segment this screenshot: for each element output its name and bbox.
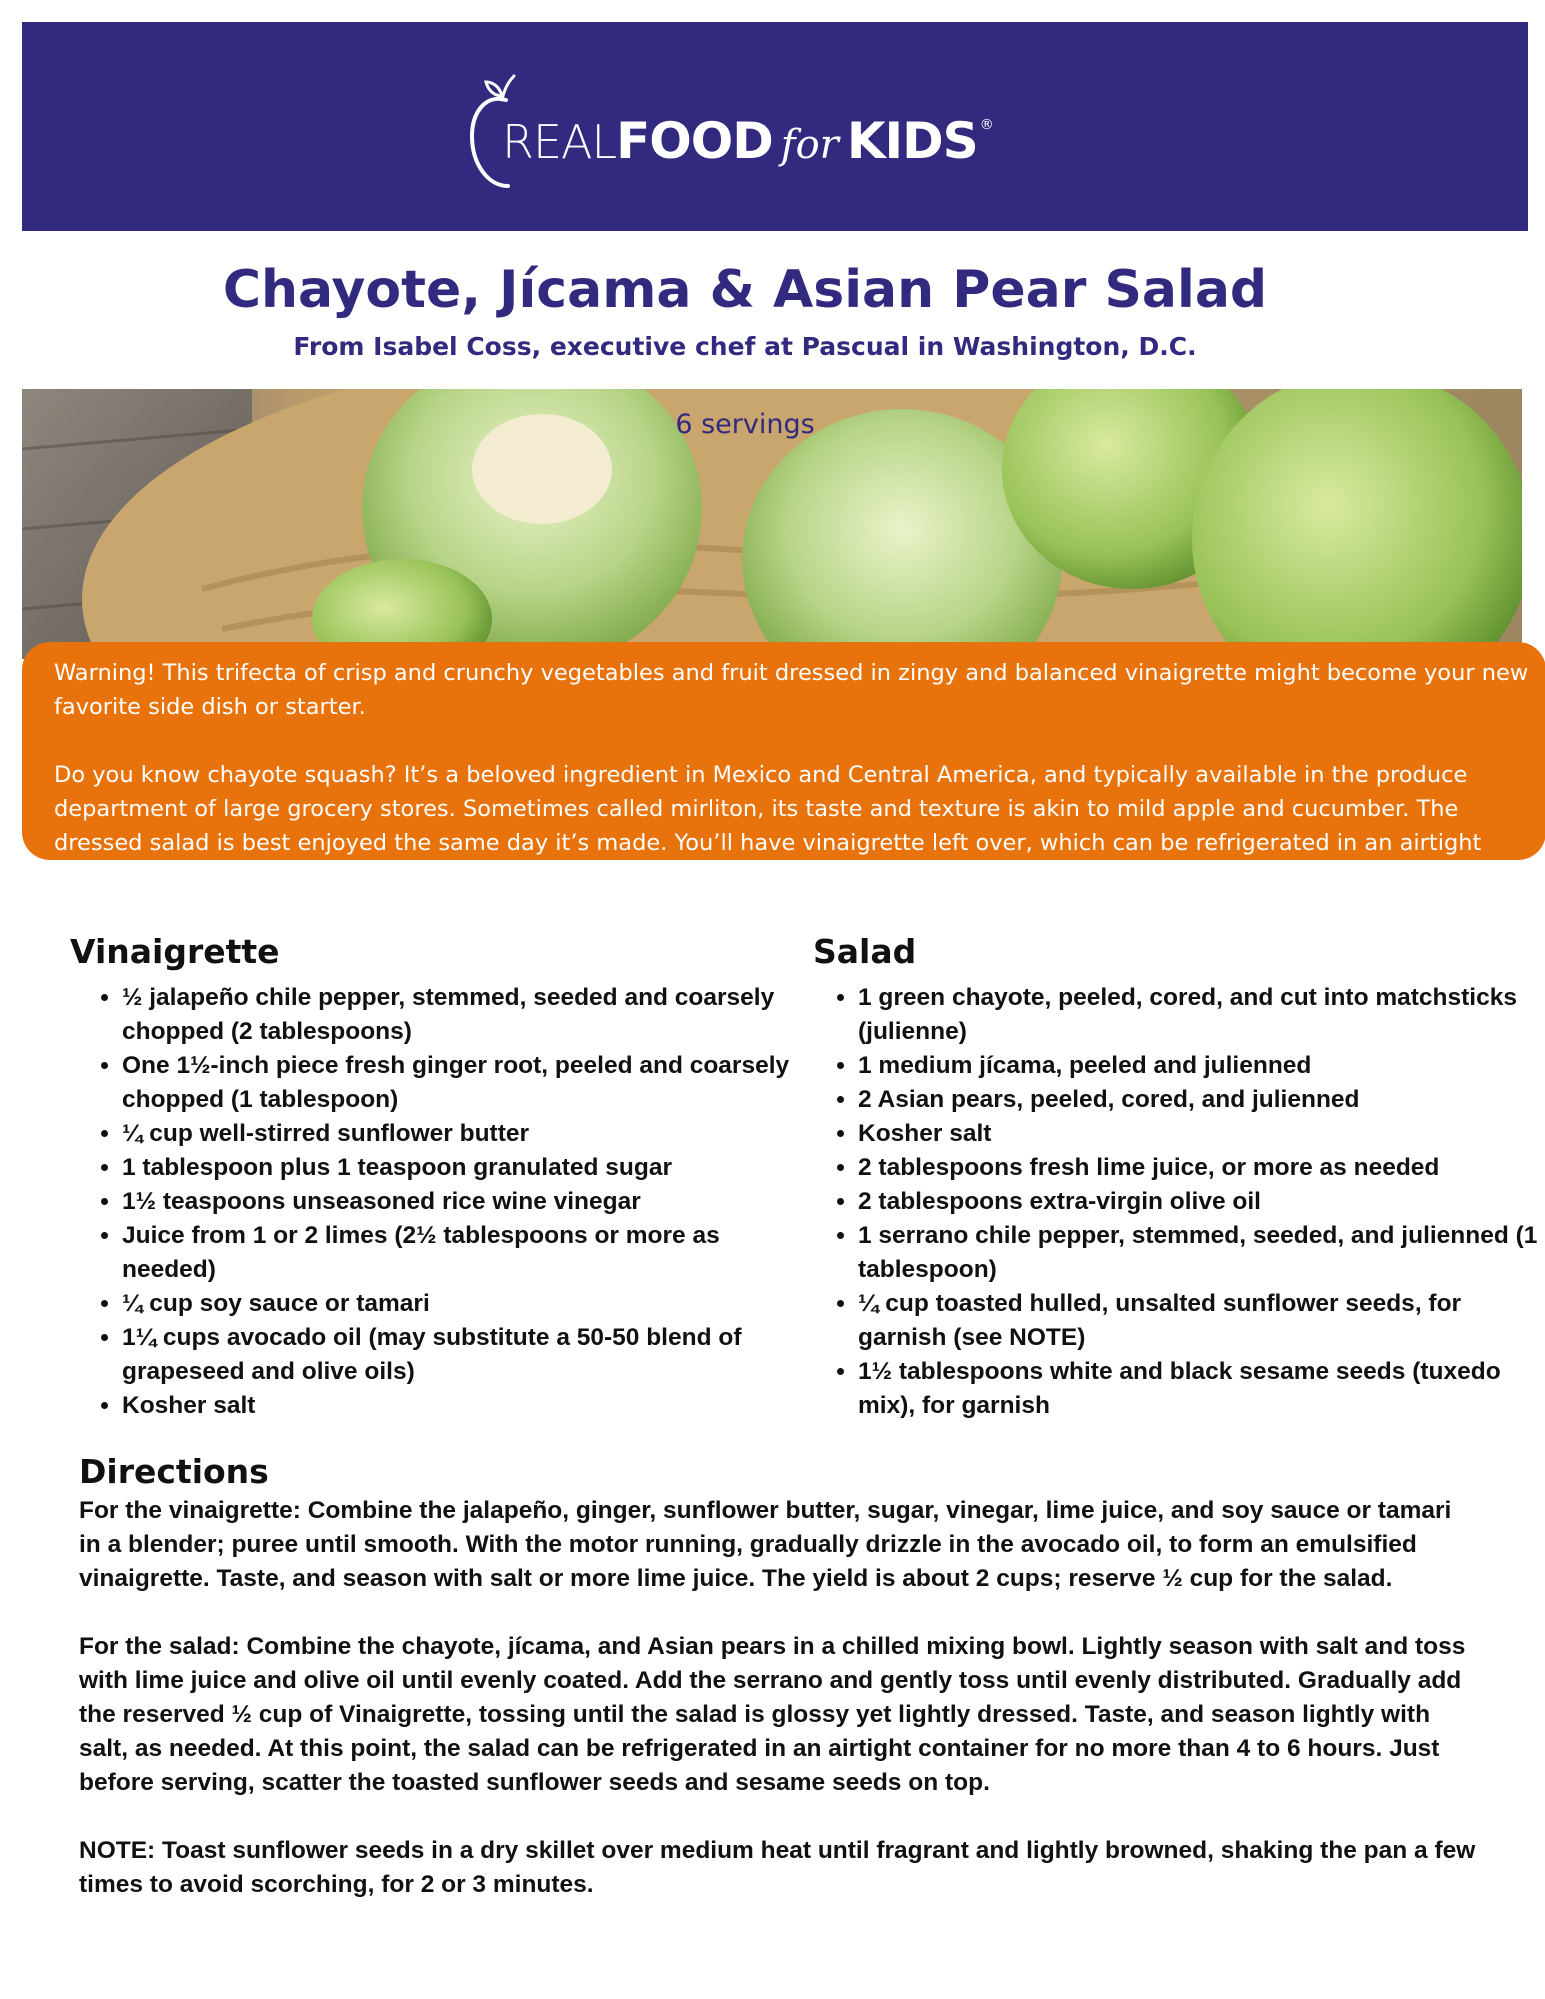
list-item: • Kosher salt [122,1389,802,1423]
list-item: • 1 green chayote, peeled, cored, and cut into matchsticks (julienne) [858,981,1538,1049]
list-item: • 2 tablespoons fresh lime juice, or more as needed [858,1151,1538,1185]
brand-for: for [780,122,839,168]
directions-heading: Directions [79,1452,269,1491]
list-item: • Juice from 1 or 2 limes (2½ tablespoons or more as needed) [122,1219,802,1287]
list-item: • 1 tablespoon plus 1 teaspoon granulated sugar [122,1151,802,1185]
directions-body [79,1494,1479,1902]
vinaigrette-list [72,981,802,1423]
list-item: • ¼ cup toasted hulled, unsalted sunflower seeds, for garnish (see NOTE) [858,1287,1538,1355]
recipe-subtitle: From Isabel Coss, executive chef at Pascual in Washington, D.C. [293,332,1197,361]
list-item: • 1¼ cups avocado oil (may substitute a 50-50 blend of grapeseed and olive oils) [122,1321,802,1389]
list-item: • ¼ cup soy sauce or tamari [122,1287,802,1321]
list-item: • 1 serrano chile pepper, stemmed, seeded, and julienned (1 tablespoon) [858,1219,1538,1287]
list-item: • 2 tablespoons extra-virgin olive oil [858,1185,1538,1219]
list-item: • ¼ cup well-stirred sunflower butter [122,1117,802,1151]
list-item: • 1½ tablespoons white and black sesame seeds (tuxedo mix), for garnish [858,1355,1538,1423]
vinaigrette-heading: Vinaigrette [70,932,280,971]
intro-paragraph: Do you know chayote squash? It’s a beloved ingredient in Mexico and Central America, and typically available in the produce department of large grocery stores. Sometimes called mirliton, its taste and texture is akin to mild apple and cucumber. The dressed salad is best enjoyed the same day it’s made. You’ll have vinaigrette left over, which can be refrigerated in an airtight container for up to 2 weeks. [54,762,1482,890]
brand-kids: KIDS [846,112,978,170]
recipe-title: Chayote, Jícama & Asian Pear Salad [222,260,1268,320]
brand-food: FOOD [616,112,773,170]
list-item: • 2 Asian pears, peeled, cored, and julienned [858,1083,1538,1117]
list-item: • Kosher salt [858,1117,1538,1151]
list-item: • One 1½-inch piece fresh ginger root, peeled and coarsely chopped (1 tablespoon) [122,1049,802,1117]
servings-label: 6 servings [675,409,815,440]
brand-real: REAL [502,115,617,169]
salad-list [808,981,1538,1423]
brand-logo [466,64,1066,184]
salad-heading: Salad [813,932,917,971]
directions-paragraph: For the salad: Combine the chayote, jícama, and Asian pears in a chilled mixing bowl. Lightly season with salt and toss with lime juice and olive oil until evenly coated. Add the serrano and gently toss until evenly distributed. Gradually add the reserved ½ cup of Vinaigrette, tossing until the salad is glossy yet lightly dressed. Taste, and season lightly with salt, as needed. At this point, the salad can be refrigerated in an airtight container for no more than 4 to 6 hours. Just before serving, scatter the toasted sunflower seeds and sesame seeds on top. [79,1633,1466,1796]
list-item: • ½ jalapeño chile pepper, stemmed, seeded and coarsely chopped (2 tablespoons) [122,981,802,1049]
directions-paragraph: NOTE: Toast sunflower seeds in a dry skillet over medium heat until fragrant and lightly browned, shaking the pan a few times to avoid scorching, for 2 or 3 minutes. [79,1837,1476,1898]
directions-paragraph: For the vinaigrette: Combine the jalapeño, ginger, sunflower butter, sugar, vinegar, lime juice, and soy sauce or tamari in a blender; puree until smooth. With the motor running, gradually drizzle in the avocado oil, to form an emulsified vinaigrette. Taste, and season with salt or more lime juice. The yield is about 2 cups; reserve ½ cup for the salad. [79,1497,1452,1592]
brand-wordmark [502,112,994,170]
list-item: • 1 medium jícama, peeled and julienned [858,1049,1538,1083]
list-item: • 1½ teaspoons unseasoned rice wine vinegar [122,1185,802,1219]
registered-mark: ® [979,117,994,133]
intro-paragraph: Warning! This trifecta of crisp and crunchy vegetables and fruit dressed in zingy and balanced vinaigrette might become your new favorite side dish or starter. [54,660,1529,720]
intro-box [22,642,1545,890]
